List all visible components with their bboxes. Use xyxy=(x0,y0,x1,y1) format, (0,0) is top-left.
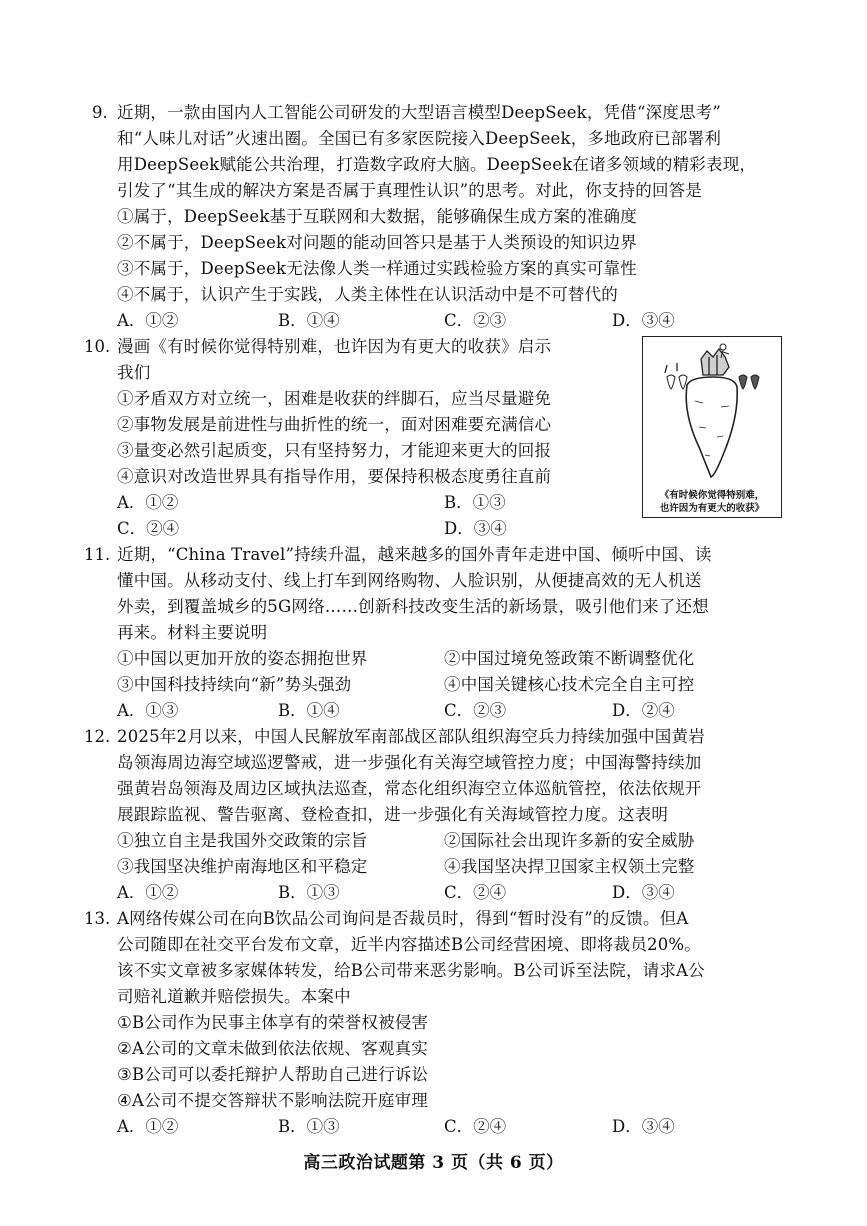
question-number: 11. xyxy=(84,545,111,564)
statement: ①中国以更加开放的姿态拥抱世界 xyxy=(117,649,368,668)
statement: ②A公司的文章未做到依法依规、客观真实 xyxy=(117,1039,429,1058)
question-text: 近期，“China Travel”持续升温，越来越多的国外青年走进中国、倾听中国、读 xyxy=(117,545,712,564)
question-number: 13. xyxy=(84,909,111,928)
question-text: 该不实文章被多家媒体转发，给B公司带来恶劣影响。B公司诉至法院，请求A公 xyxy=(117,961,705,980)
option-c[interactable]: C．②③ xyxy=(444,311,507,330)
statement: ④中国关键核心技术完全自主可控 xyxy=(444,675,695,694)
question-text: A网络传媒公司在向B饮品公司询问是否裁员时，得到“暂时没有”的反馈。但A xyxy=(117,909,689,928)
statement: ②中国过境免签政策不断调整优化 xyxy=(444,649,695,668)
option-a[interactable]: A．①③ xyxy=(117,701,179,720)
option-b[interactable]: B．①④ xyxy=(278,311,340,330)
statement: ③量变必然引起质变，只有坚持努力，才能迎来更大的回报 xyxy=(117,441,552,460)
question-number: 12. xyxy=(84,727,111,746)
question-number: 9. xyxy=(92,103,108,122)
option-b[interactable]: B．①③ xyxy=(278,883,340,902)
question-text: 引发了“其生成的解决方案是否属于真理性认识”的思考。对此，你支持的回答是 xyxy=(117,181,703,200)
statement: ①B公司作为民事主体享有的荣誉权被侵害 xyxy=(117,1013,429,1032)
option-d[interactable]: D．③④ xyxy=(612,311,675,330)
statement: ②不属于，DeepSeek对问题的能动回答只是基于人类预设的知识边界 xyxy=(117,233,637,252)
option-c[interactable]: C．②④ xyxy=(117,519,180,538)
option-a[interactable]: A．①② xyxy=(117,1117,179,1136)
option-c[interactable]: C．②④ xyxy=(444,1117,507,1136)
question-text: 司赔礼道歉并赔偿损失。本案中 xyxy=(117,987,351,1006)
statement: ④意识对改造世界具有指导作用，要保持积极态度勇往直前 xyxy=(117,467,552,486)
question-text: 岛领海周边海空域巡逻警戒，进一步强化有关海空域管控力度；中国海警持续加 xyxy=(117,753,702,772)
statement: ③不属于，DeepSeek无法像人类一样通过实践检验方案的真实可靠性 xyxy=(117,259,637,278)
question-text: 再来。材料主要说明 xyxy=(117,623,268,642)
question-text: 公司随即在社交平台发布文章，近半内容描述B公司经营困境、即将裁员20%。 xyxy=(117,935,701,954)
option-d[interactable]: D．③④ xyxy=(444,519,507,538)
option-a[interactable]: A．①② xyxy=(117,493,179,512)
page-footer: 高三政治试题第 3 页（共 6 页） xyxy=(303,1153,564,1173)
question-number: 10. xyxy=(84,337,111,356)
statement: ④我国坚决捍卫国家主权领土完整 xyxy=(444,857,695,876)
statement: ②国际社会出现许多新的安全威胁 xyxy=(444,831,695,850)
option-c[interactable]: C．②③ xyxy=(444,701,507,720)
statement: ③我国坚决维护南海地区和平稳定 xyxy=(117,857,368,876)
question-text: 展跟踪监视、警告驱离、登检查扣，进一步强化有关海域管控力度。这表明 xyxy=(117,805,669,824)
option-d[interactable]: D．②④ xyxy=(612,701,675,720)
option-a[interactable]: A．①② xyxy=(117,883,179,902)
caption-line: 也许因为有更大的收获》 xyxy=(659,503,765,514)
statement: ①属于，DeepSeek基于互联网和大数据，能够确保生成方案的准确度 xyxy=(117,207,637,226)
carrot-illustration xyxy=(643,337,780,487)
cartoon-caption xyxy=(644,489,780,515)
option-b[interactable]: B．①④ xyxy=(278,701,340,720)
option-b[interactable]: B．①③ xyxy=(278,1117,340,1136)
question-text: 外卖，到覆盖城乡的5G网络……创新科技改变生活的新场景，吸引他们来了还想 xyxy=(117,597,709,616)
option-a[interactable]: A．①② xyxy=(117,311,179,330)
question-text: 漫画《有时候你觉得特别难，也许因为有更大的收获》启示 xyxy=(117,337,552,356)
question-text: 和“人味儿对话”火速出圈。全国已有多家医院接入DeepSeek，多地政府已部署利 xyxy=(117,129,722,148)
question-text: 强黄岩岛领海及周边区域执法巡查，常态化组织海空立体巡航管控，依法依规开 xyxy=(117,779,702,798)
option-c[interactable]: C．②④ xyxy=(444,883,507,902)
question-text: 2025年2月以来，中国人民解放军南部战区部队组织海空兵力持续加强中国黄岩 xyxy=(117,727,705,746)
caption-line: 《有时候你觉得特别难， xyxy=(659,490,765,501)
statement: ③B公司可以委托辩护人帮助自己进行诉讼 xyxy=(117,1065,429,1084)
carrot-cartoon xyxy=(642,336,782,518)
option-d[interactable]: D．③④ xyxy=(612,1117,675,1136)
question-text: 懂中国。从移动支付、线上打车到网络购物、人脸识别，从便捷高效的无人机送 xyxy=(117,571,702,590)
question-text: 近期，一款由国内人工智能公司研发的大型语言模型DeepSeek，凭借“深度思考” xyxy=(117,103,722,122)
statement: ①矛盾双方对立统一，困难是收获的绊脚石，应当尽量避免 xyxy=(117,389,552,408)
option-b[interactable]: B．①③ xyxy=(444,493,506,512)
statement: ④不属于，认识产生于实践，人类主体性在认识活动中是不可替代的 xyxy=(117,285,618,304)
question-text: 我们 xyxy=(117,363,151,382)
statement: ③中国科技持续向“新”势头强劲 xyxy=(117,675,352,694)
statement: ②事物发展是前进性与曲折性的统一，面对困难要充满信心 xyxy=(117,415,552,434)
question-text: 用DeepSeek赋能公共治理，打造数字政府大脑。DeepSeek在诸多领域的精彩表现， xyxy=(117,155,757,174)
statement: ①独立自主是我国外交政策的宗旨 xyxy=(117,831,368,850)
option-d[interactable]: D．③④ xyxy=(612,883,675,902)
statement: ④A公司不提交答辩状不影响法院开庭审理 xyxy=(117,1091,429,1110)
